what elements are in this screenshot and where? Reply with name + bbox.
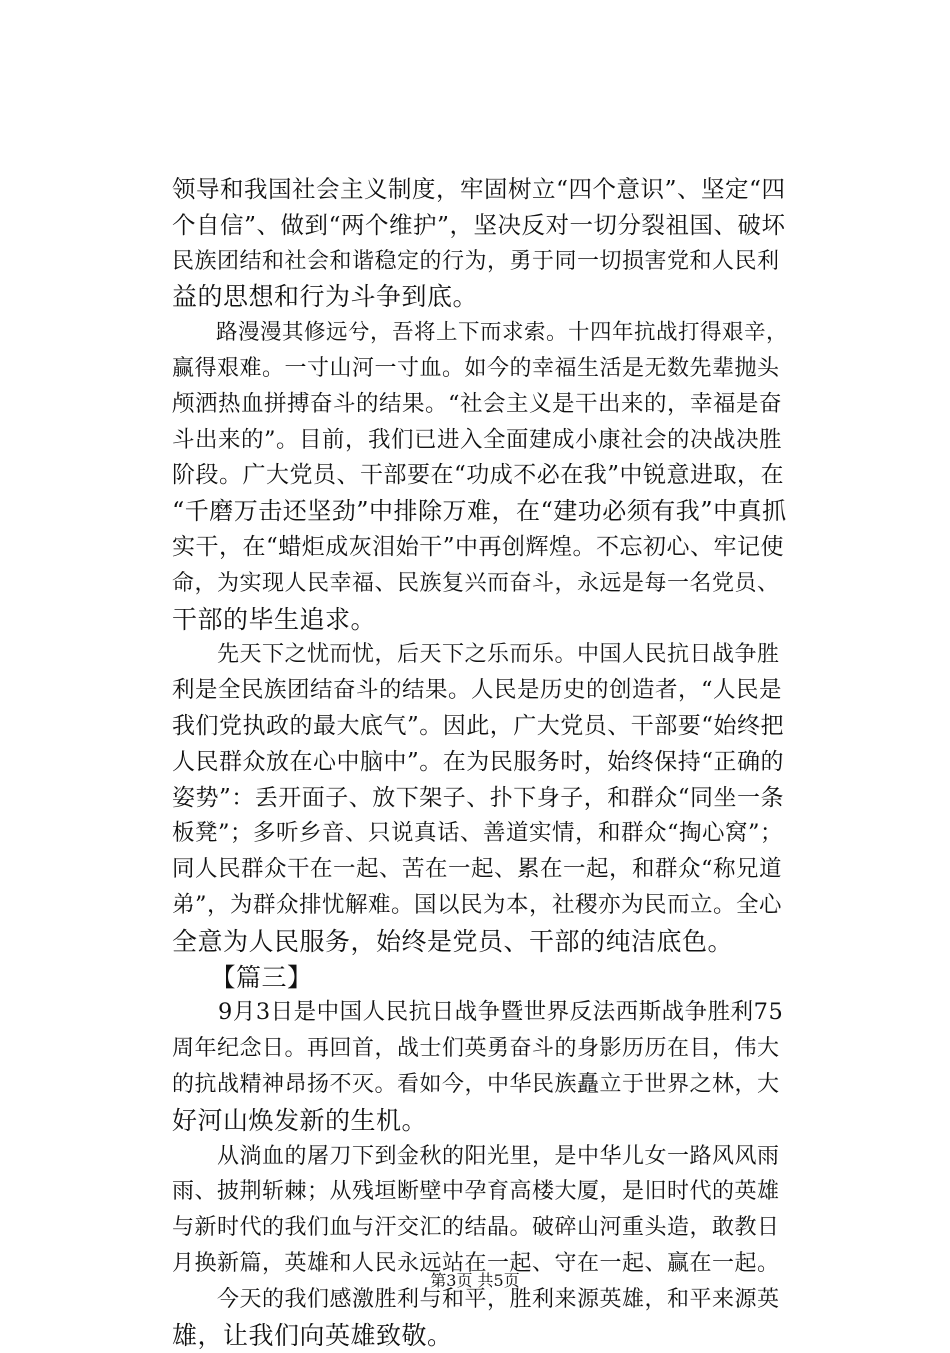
text-line: 雨、披荆斩棘；从残垣断壁中孕育高楼大厦，是旧时代的英雄 xyxy=(172,1174,792,1210)
text-line: 人民群众放在心中脑中”。在为民服务时，始终保持“正确的 xyxy=(172,745,792,781)
text-line: 颅洒热血拼搏奋斗的结果。“社会主义是干出来的，幸福是奋 xyxy=(172,387,792,423)
page-footer: 第3页 共5页 xyxy=(0,1271,950,1291)
text-line: 与新时代的我们血与汗交汇的结晶。破碎山河重头造，敢教日 xyxy=(172,1210,792,1246)
text-line: 先天下之忧而忧，后天下之乐而乐。中国人民抗日战争胜 xyxy=(172,637,792,673)
text-line: 【篇三】 xyxy=(172,960,792,996)
text-line: 利是全民族团结奋斗的结果。人民是历史的创造者，“人民是 xyxy=(172,673,792,709)
text-line: 雄，让我们向英雄致敬。 xyxy=(172,1318,792,1353)
text-line: 我们党执政的最大底气”。因此，广大党员、干部要“始终把 xyxy=(172,709,792,745)
text-line: 今天的我们感激胜利与和平，胜利来源英雄，和平来源英 xyxy=(172,1282,792,1318)
text-line: 干部的毕生追求。 xyxy=(172,602,792,638)
text-line: 9月3日是中国人民抗日战争暨世界反法西斯战争胜利75 xyxy=(172,995,792,1031)
text-line: 命，为实现人民幸福、民族复兴而奋斗，永远是每一名党员、 xyxy=(172,566,792,602)
text-line: 弟”，为群众排忧解难。国以民为本，社稷亦为民而立。全心 xyxy=(172,888,792,924)
text-line: 领导和我国社会主义制度，牢固树立“四个意识”、坚定“四 xyxy=(172,172,792,208)
text-line: 的抗战精神昂扬不灭。看如今，中华民族矗立于世界之林，大 xyxy=(172,1067,792,1103)
text-line: 益的思想和行为斗争到底。 xyxy=(172,279,792,315)
text-line: 同人民群众干在一起、苦在一起、累在一起，和群众“称兄道 xyxy=(172,852,792,888)
text-line: 赢得艰难。一寸山河一寸血。如今的幸福生活是无数先辈抛头 xyxy=(172,351,792,387)
text-line: 实干，在“蜡炬成灰泪始干”中再创辉煌。不忘初心、牢记使 xyxy=(172,530,792,566)
text-line: 板凳”；多听乡音、只说真话、善道实情，和群众“掏心窝”； xyxy=(172,816,792,852)
text-line: 路漫漫其修远兮，吾将上下而求索。十四年抗战打得艰辛， xyxy=(172,315,792,351)
document-body xyxy=(172,172,792,1353)
text-line: 月换新篇，英雄和人民永远站在一起、守在一起、赢在一起。 xyxy=(172,1246,792,1282)
text-line: 全意为人民服务，始终是党员、干部的纯洁底色。 xyxy=(172,924,792,960)
text-line: 从淌血的屠刀下到金秋的阳光里，是中华儿女一路风风雨 xyxy=(172,1139,792,1175)
text-line: 姿势”：丢开面子、放下架子、扑下身子，和群众“同坐一条 xyxy=(172,781,792,817)
text-line: 好河山焕发新的生机。 xyxy=(172,1103,792,1139)
text-line: 斗出来的”。目前，我们已进入全面建成小康社会的决战决胜 xyxy=(172,423,792,459)
text-line: 阶段。广大党员、干部要在“功成不必在我”中锐意进取，在 xyxy=(172,458,792,494)
text-line: 个自信”、做到“两个维护”，坚决反对一切分裂祖国、破坏 xyxy=(172,208,792,244)
text-line: 民族团结和社会和谐稳定的行为，勇于同一切损害党和人民利 xyxy=(172,244,792,280)
text-line: “千磨万击还坚劲”中排除万难，在“建功必须有我”中真抓 xyxy=(172,494,792,530)
text-line: 周年纪念日。再回首，战士们英勇奋斗的身影历历在目，伟大 xyxy=(172,1031,792,1067)
